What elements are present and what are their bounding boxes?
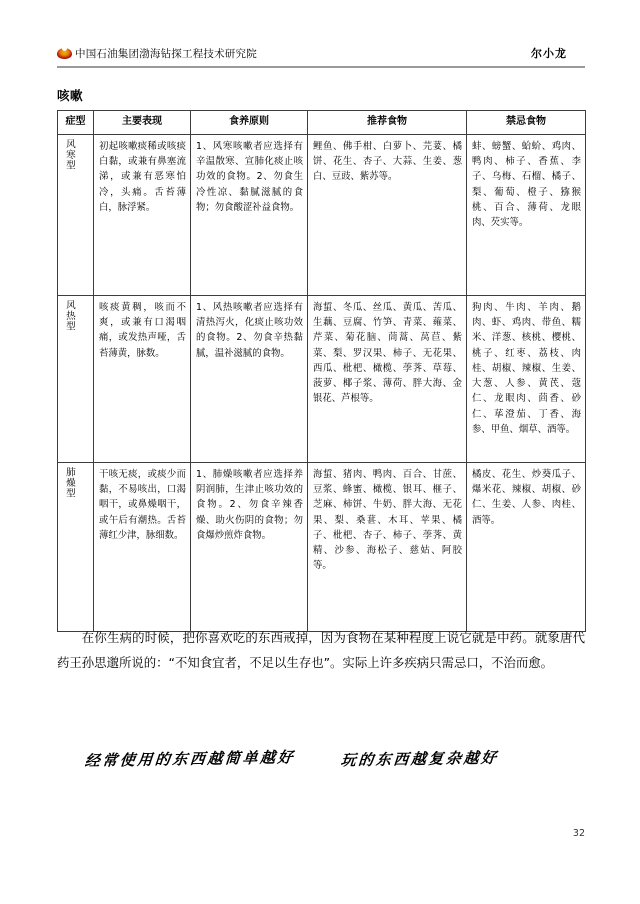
table-row xyxy=(58,463,586,632)
column-header-diet-principles: 食养原则 xyxy=(191,111,308,135)
header-left-group xyxy=(57,46,257,61)
section-title: 咳嗽 xyxy=(57,88,84,103)
cell-diet-principles: 1、风热咳嗽者应选择有清热泻火，化痰止咳功效的食物。2、勿食辛热黏腻，温补滋腻的食物。 xyxy=(191,296,308,463)
body-paragraph: 在你生病的时候，把你喜欢吃的东西戒掉，因为食物在某种程度上说它就是中药。就象唐代药王孙思邈所说的：“不知食宜者，不足以生存也”。实际上许多疾病只需忌口，不治而愈。 xyxy=(57,630,585,671)
cell-syndrome-type xyxy=(58,463,94,632)
syndrome-type-label: 肺燥型 xyxy=(63,467,75,499)
column-header-recommended-foods: 推荐食物 xyxy=(308,111,467,135)
table-header-row xyxy=(58,111,586,135)
document-header xyxy=(57,40,585,68)
syndrome-type-label: 风寒型 xyxy=(63,139,75,171)
cell-forbidden-foods: 狗肉、牛肉、羊肉、鹅肉、虾、鸡肉、带鱼、糯米、洋葱、核桃、樱桃、桃子、红枣、荔枝、肉桂、胡椒、辣椒、生姜、大葱、人参、黄芪、蔻仁、龙眼肉、茴香、砂仁、荜澄茄、丁香、海参、甲鱼、烟草、酒等。 xyxy=(467,296,586,463)
column-header-main-symptoms: 主要表现 xyxy=(94,111,191,135)
table-row xyxy=(58,135,586,296)
cell-diet-principles: 1、肺燥咳嗽者应选择养阴润肺，生津止咳功效的食物。2、勿食辛辣香燥、助火伤阴的食物；勿食爆炒煎炸食物。 xyxy=(191,463,308,632)
header-author-name: 尔小龙 xyxy=(531,47,567,60)
handwritten-mottos xyxy=(85,748,555,769)
motto-left: 经常使用的东西越简单越好 xyxy=(83,748,296,770)
page-number: 32 xyxy=(572,828,585,839)
cell-forbidden-foods: 蚌、螃蟹、蛤蚧、鸡肉、鸭肉、柿子、香蕉、李子、乌梅、石榴、橘子、梨、葡萄、橙子、猕猴桃、百合、薄荷、龙眼肉、芡实等。 xyxy=(467,135,586,296)
cell-recommended-foods: 鲤鱼、佛手柑、白萝卜、芫荽、橘饼、花生、杏子、大蒜、生姜、葱白、豆豉、紫苏等。 xyxy=(308,135,467,296)
table-row xyxy=(58,296,586,463)
cell-syndrome-type xyxy=(58,296,94,463)
column-header-syndrome-type: 症型 xyxy=(58,111,94,135)
cell-recommended-foods: 海蜇、冬瓜、丝瓜、黄瓜、苦瓜、生藕、豆腐、竹笋、青菜、蕹菜、芹菜、菊花脑、茼蒿、莴苣、紫菜、梨、罗汉果、柿子、无花果、西瓜、枇杷、橄榄、荸荠、草莓、菠萝、椰子浆、薄荷、胖大海、金银花、芦根等。 xyxy=(308,296,467,463)
cell-main-symptoms: 初起咳嗽痰稀或咳痰白黏，或兼有鼻塞流涕，或兼有恶寒怕冷，头痛。舌苔薄白，脉浮紧。 xyxy=(94,135,191,296)
column-header-forbidden-foods: 禁忌食物 xyxy=(467,111,586,135)
cell-main-symptoms: 咳痰黄稠，咳而不爽，或兼有口渴咽痛，或发热声哑，舌苔薄黄，脉数。 xyxy=(94,296,191,463)
cell-syndrome-type xyxy=(58,135,94,296)
cell-recommended-foods: 海蜇、猪肉、鸭肉、百合、甘蔗、豆浆、蜂蜜、橄榄、银耳、榧子、芝麻、柿饼、牛奶、胖大海、无花果、梨、桑葚、木耳、苹果、橘子、枇杷、杏子、柿子、荸荠、黄精、沙参、海松子、慈姑、阿胶等。 xyxy=(308,463,467,632)
cell-forbidden-foods: 橘皮、花生、炒葵瓜子、爆米花、辣椒、胡椒、砂仁、生姜、人参、肉桂、酒等。 xyxy=(467,463,586,632)
cell-diet-principles: 1、风寒咳嗽者应选择有辛温散寒、宣肺化痰止咳功效的食物。2、勿食生冷性凉、黏腻滋腻的食物；勿食酸涩补益食物。 xyxy=(191,135,308,296)
syndrome-type-label: 风热型 xyxy=(63,300,75,332)
header-organization-name: 中国石油集团渤海钻探工程技术研究院 xyxy=(75,47,257,60)
cell-main-symptoms: 干咳无痰，或痰少而黏，不易咳出，口渴咽干，或鼻燥咽干，或午后有潮热。舌苔薄红少津，脉细数。 xyxy=(94,463,191,632)
petrochina-flower-logo-icon xyxy=(57,47,72,60)
cough-dietary-table xyxy=(57,110,586,632)
motto-right: 玩的东西越复杂越好 xyxy=(340,748,500,770)
